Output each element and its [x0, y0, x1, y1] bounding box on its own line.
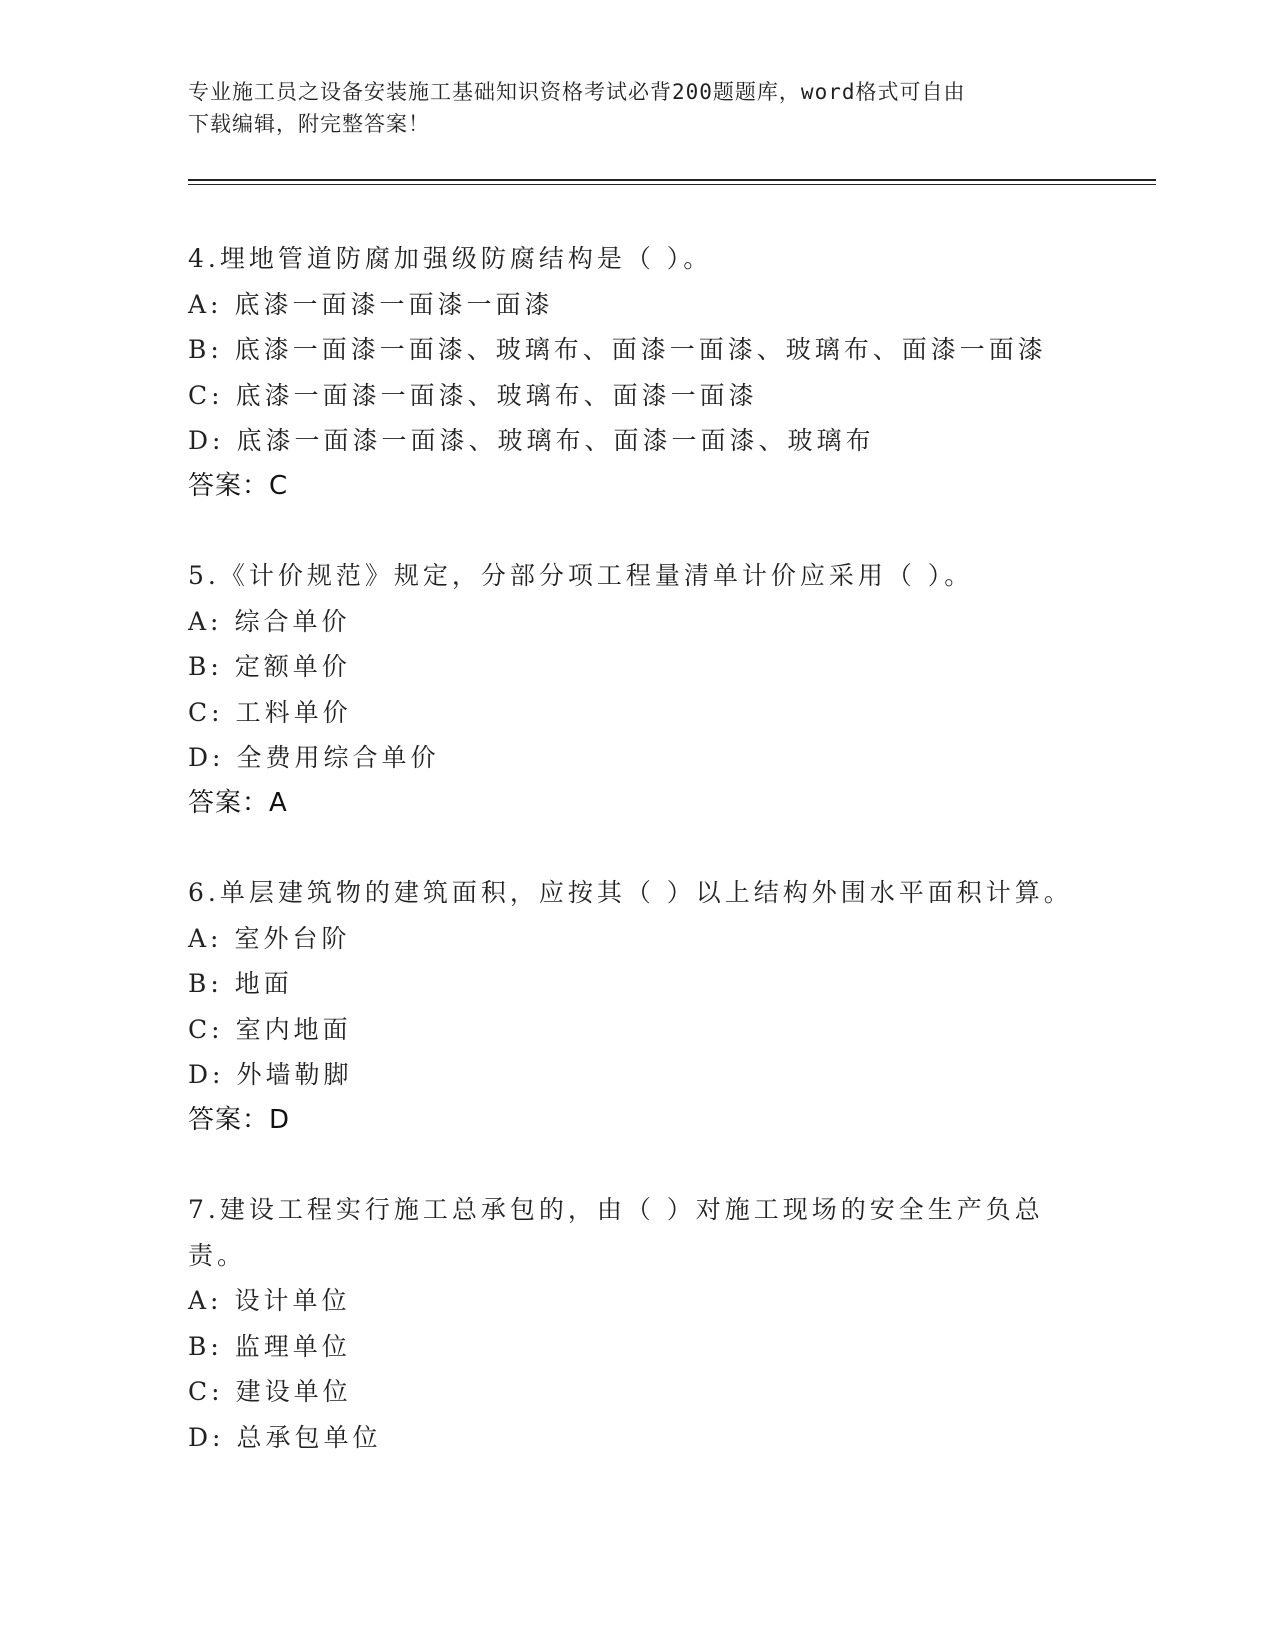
question-list — [188, 236, 1088, 1504]
option-d — [188, 1052, 1088, 1098]
answer-label: 答案：D — [188, 1104, 291, 1135]
option-text: 室外台阶 — [234, 923, 351, 953]
option-text: 地面 — [234, 969, 293, 998]
option-text: 定额单价 — [234, 652, 351, 681]
answer-label: 答案：C — [188, 470, 289, 501]
header-divider-thin — [188, 184, 1156, 185]
option-d — [188, 735, 1088, 781]
option-key: B: — [188, 652, 223, 681]
option-key: B: — [188, 1331, 223, 1361]
question-4 — [188, 236, 1088, 509]
option-a — [188, 282, 1088, 328]
option-key: D: — [188, 1422, 225, 1452]
option-key: B: — [188, 335, 223, 364]
question-stem: 7.建设工程实行施工总承包的，由（ ）对施工现场的安全生产负总责。 — [188, 1195, 1044, 1270]
option-key: A: — [188, 606, 223, 636]
option-b — [188, 327, 1088, 373]
option-b — [188, 961, 1088, 1007]
header-divider-thick — [188, 179, 1156, 181]
option-key: A: — [188, 923, 223, 953]
option-text: 底漆一面漆一面漆、玻璃布、面漆一面漆、玻璃布 — [236, 426, 875, 455]
answer-label: 答案：A — [188, 787, 288, 818]
option-c — [188, 690, 1088, 736]
question-stem: 5.《计价规范》规定，分部分项工程量清单计价应采用（ ）。 — [188, 561, 974, 590]
option-b — [188, 644, 1088, 690]
option-key: C: — [188, 697, 224, 727]
option-key: A: — [188, 1286, 223, 1315]
option-key: B: — [188, 969, 223, 998]
option-a — [188, 916, 1088, 962]
option-d — [188, 418, 1088, 464]
option-key: C: — [188, 1014, 224, 1044]
option-a — [188, 1278, 1088, 1324]
option-text: 底漆一面漆一面漆、玻璃布、面漆一面漆 — [235, 380, 758, 410]
option-key: C: — [188, 1377, 224, 1406]
question-5 — [188, 553, 1088, 826]
option-text: 全费用综合单价 — [236, 743, 440, 772]
header-line-1: 专业施工员之设备安装施工基础知识资格考试必背200题题库，word格式可自由 — [188, 80, 966, 104]
question-stem: 4.埋地管道防腐加强级防腐结构是（ ）。 — [188, 244, 713, 273]
option-text: 外墙勒脚 — [236, 1060, 353, 1089]
option-b — [188, 1324, 1088, 1370]
option-key: D: — [188, 1060, 225, 1089]
document-header — [188, 76, 1068, 140]
option-key: D: — [188, 743, 225, 772]
header-line-2: 下载编辑，附完整答案！ — [188, 112, 430, 136]
option-key: A: — [188, 289, 223, 319]
question-7 — [188, 1187, 1088, 1460]
option-text: 底漆一面漆一面漆、玻璃布、面漆一面漆、玻璃布、面漆一面漆 — [234, 335, 1047, 364]
option-c — [188, 1369, 1088, 1415]
option-c — [188, 1007, 1088, 1053]
option-key: D: — [188, 426, 225, 455]
option-d — [188, 1415, 1088, 1461]
option-key: C: — [188, 380, 224, 410]
option-text: 监理单位 — [234, 1331, 351, 1361]
option-a — [188, 599, 1088, 645]
option-text: 底漆一面漆一面漆一面漆 — [234, 289, 554, 319]
option-text: 工料单价 — [235, 697, 352, 727]
option-text: 建设单位 — [235, 1377, 352, 1406]
option-text: 综合单价 — [234, 606, 351, 636]
option-text: 室内地面 — [235, 1014, 352, 1044]
option-text: 设计单位 — [234, 1286, 351, 1315]
question-6 — [188, 870, 1088, 1143]
option-c — [188, 373, 1088, 419]
question-stem: 6.单层建筑物的建筑面积，应按其（ ）以上结构外围水平面积计算。 — [188, 878, 1073, 907]
option-text: 总承包单位 — [236, 1422, 382, 1452]
